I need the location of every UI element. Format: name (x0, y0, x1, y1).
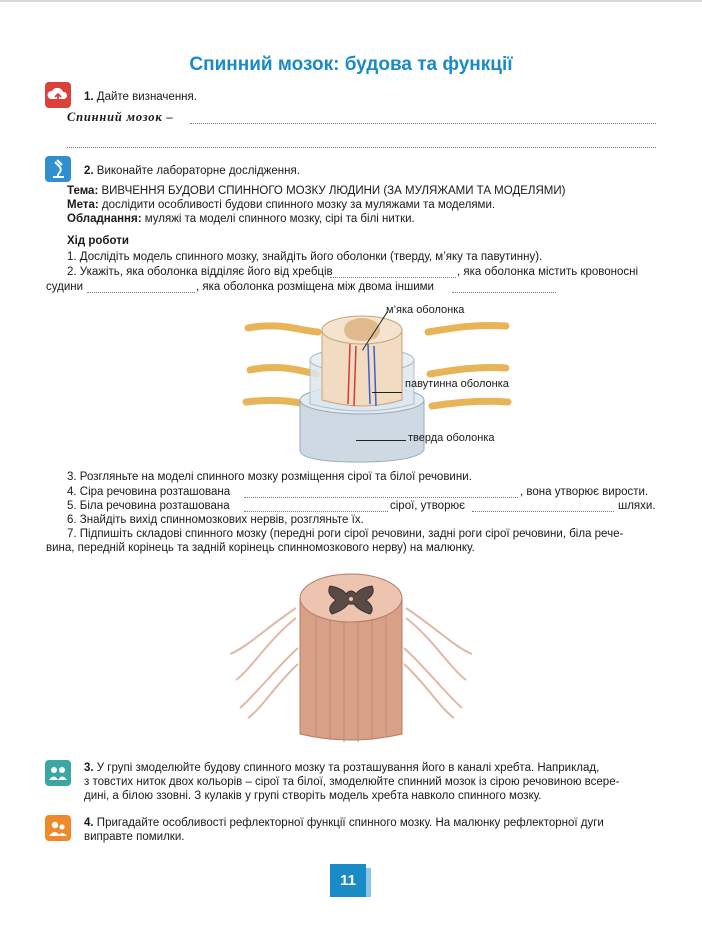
page-number-badge: 11 (330, 864, 366, 897)
goal-label: Мета: (67, 199, 99, 211)
step4-answer[interactable] (244, 497, 518, 498)
task2-number: 2. (84, 165, 94, 177)
microscope-icon (45, 156, 71, 182)
label-arachnoid: павутинна оболонка (405, 378, 509, 390)
cloud-upload-icon (45, 82, 71, 108)
goal-text: дослідити особливості будови спинного мозку за муляжами та моделями. (101, 199, 496, 211)
arachnoid-leader-line (372, 392, 402, 393)
step5-answer-2[interactable] (472, 511, 614, 512)
equipment-text: муляжі та моделі спинного мозку, сірі та білі нитки. (144, 213, 415, 225)
task1-term (67, 110, 174, 124)
pair-work-icon (45, 815, 71, 841)
step-2a: 2. Укажіть, яка оболонка відділяє його від хребців (67, 266, 333, 278)
step5-answer-1[interactable] (244, 511, 388, 512)
theme-line (67, 184, 565, 198)
task3-line3: дині, а білою ззовні. З кулаків у групі створіть модель хребта навколо спинного мозку. (84, 790, 542, 802)
step2-answer-2[interactable] (87, 292, 195, 293)
task1-text: Дайте визначення. (96, 91, 197, 103)
term-dash: – (166, 110, 174, 124)
task4-line2: виправте помилки. (84, 831, 185, 843)
theme-label: Тема: (67, 185, 99, 197)
step-2d: , яка оболонка розміщена між двома іншими (196, 281, 434, 293)
step-2b: , яка оболонка містить кровоносні (457, 266, 639, 278)
procedure-heading: Хід роботи (67, 235, 129, 247)
task2-text: Виконайте лабораторне дослідження. (96, 165, 300, 177)
task3-line1-text: У групі змоделюйте будову спинного мозку та розташування його в каналі хребта. Наприклад, (96, 762, 600, 774)
task2-prompt (84, 164, 300, 178)
step-7a: 7. Підпишіть складові спинного мозку (передні роги сірої речовини, задні роги сірої речовини, біла рече- (67, 528, 624, 540)
top-border (0, 0, 702, 2)
step-5c: шляхи. (618, 500, 656, 512)
step-1: 1. Дослідіть модель спинного мозку, знайдіть його оболонки (тверду, м’яку та павутинну). (67, 251, 543, 263)
spinal-cord-illustration (226, 568, 476, 750)
step-3: 3. Розгляньте на моделі спинного мозку розміщення сірої та білої речовини. (67, 471, 472, 483)
task3-line2: з товстих ниток двох кольорів – сірої та білої, змоделюйте спинний мозок із сірою речовиною всере- (84, 776, 620, 788)
page-title: Спинний мозок: будова та функції (189, 54, 513, 75)
task4-line1-text: Пригадайте особливості рефлекторної функції спинного мозку. На малюнку рефлекторної дуги (96, 817, 604, 829)
step2-answer-3[interactable] (452, 292, 556, 293)
step-6: 6. Знайдіть вихід спинномозкових нервів, розгляньте їх. (67, 514, 364, 526)
spinal-cord-figure[interactable] (226, 568, 476, 750)
task3-line1 (84, 761, 599, 775)
goal-line (67, 198, 495, 212)
definition-answer-line-2[interactable] (67, 147, 656, 148)
step-7b: вина, передній корінець та задній корінець спинномозкового нерву) на малюнку. (46, 542, 475, 554)
task4-number: 4. (84, 817, 94, 829)
definition-answer-line[interactable] (190, 123, 656, 124)
dura-leader-line (356, 440, 406, 441)
task1-prompt (84, 90, 197, 104)
equipment-label: Обладнання: (67, 213, 142, 225)
term-label: Спинний мозок (67, 110, 163, 124)
task4-line1 (84, 816, 604, 830)
step-4a: 4. Сіра речовина розташована (67, 486, 231, 498)
task3-number: 3. (84, 762, 94, 774)
theme-text: ВИВЧЕННЯ БУДОВИ СПИННОГО МОЗКУ ЛЮДИНИ (ЗА МУЛЯЖАМИ ТА МОДЕЛЯМИ) (101, 185, 566, 197)
label-dura-mater: тверда оболонка (408, 432, 495, 444)
step2-answer-1[interactable] (330, 277, 456, 278)
step-4b: , вона утворює вирости. (520, 486, 649, 498)
step-2c: судини (46, 281, 84, 293)
task1-number: 1. (84, 91, 94, 103)
label-pia-mater: м’яка оболонка (386, 304, 465, 316)
step-5a: 5. Біла речовина розташована (67, 500, 230, 512)
step-5b: сірої, утворює (390, 500, 465, 512)
group-work-icon (45, 760, 71, 786)
equipment-line (67, 212, 415, 226)
